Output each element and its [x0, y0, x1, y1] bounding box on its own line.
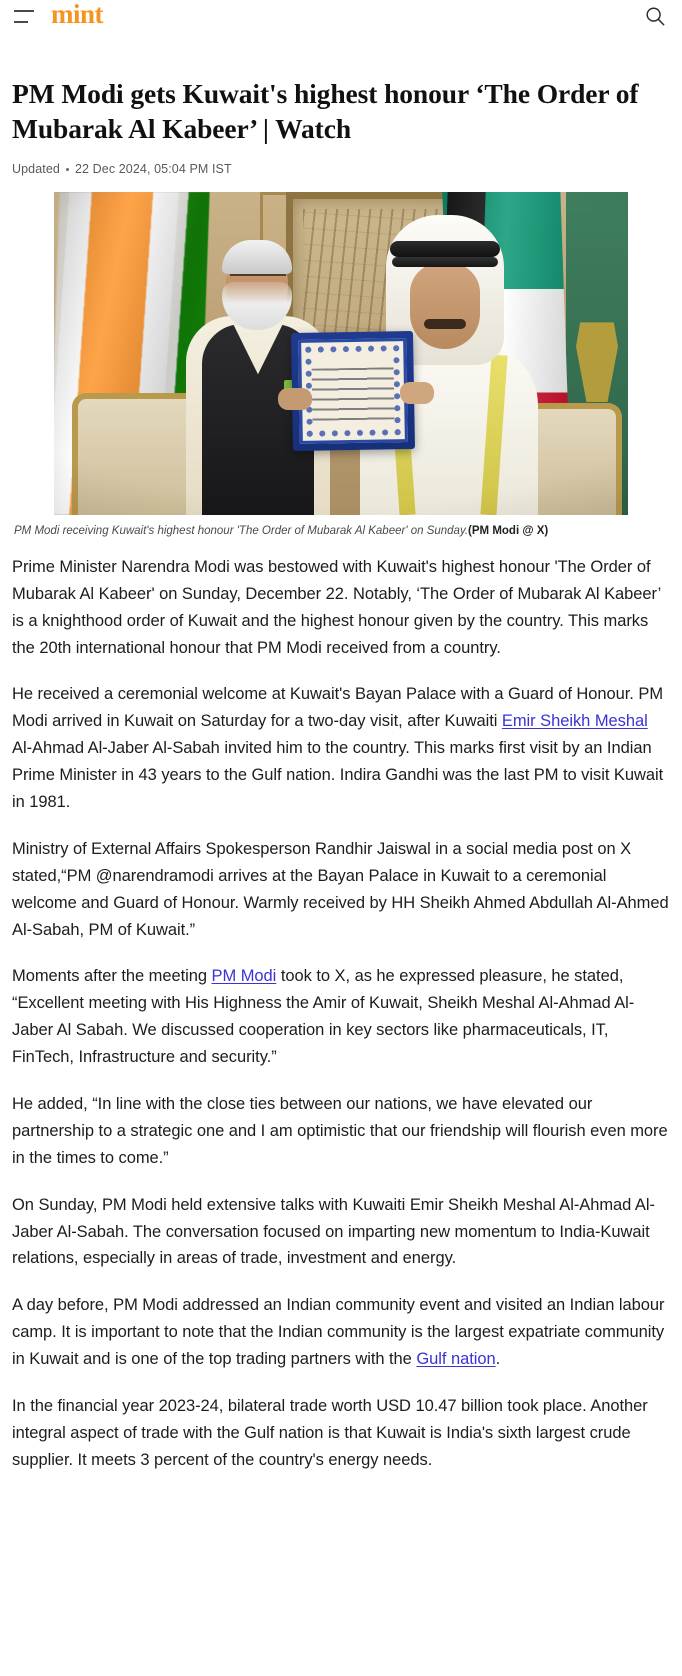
photo-emir-agal-lower — [392, 257, 498, 267]
photo-modi-hair — [222, 240, 292, 274]
hamburger-menu-icon[interactable] — [14, 9, 34, 23]
photo-award-text-lines — [312, 368, 395, 421]
article-paragraph — [12, 1393, 670, 1474]
article-text-run: took to X, as he expressed pleasure, he stated, “Excellent meeting with His Highness the Amir of Kuwait, Sheikh Meshal Al-Ahmad Al-Jaber Al Sabah. We discussed cooperation in key sectors like pharmaceuticals, IT, FinTech, Infrastructure and security.” — [12, 967, 635, 1067]
site-header — [0, 0, 682, 32]
photo-hand-modi — [278, 388, 312, 410]
page-title: PM Modi gets Kuwait's highest honour ‘The Order of Mubarak Al Kabeer’ | Watch — [12, 78, 639, 145]
article-paragraph — [12, 836, 670, 944]
meta-timestamp: 22 Dec 2024, 05:04 PM IST — [74, 162, 232, 177]
article-text-run: On Sunday, PM Modi held extensive talks with Kuwaiti Emir Sheikh Meshal Al-Ahmad Al-Jaber Al-Sabah. The conversation focused on imparting new momentum to India-Kuwait relations, especially in areas of trade, investment and energy. — [12, 1195, 655, 1268]
article-paragraph — [12, 681, 670, 815]
article-text-run: In the financial year 2023-24, bilateral trade worth USD 10.47 billion took place. Another integral aspect of trade with the Gulf nation is that Kuwait is India's sixth largest crude supplier. It meets 3 percent of the country's energy needs. — [12, 1397, 648, 1469]
hero-image — [54, 192, 628, 515]
search-icon[interactable] — [644, 5, 666, 27]
article-paragraph — [12, 1292, 670, 1373]
article-text-run: Al-Ahmad Al-Jaber Al-Sabah invited him to the country. This marks first visit by an Indian Prime Minister in 43 years to the Gulf nation. Indira Gandhi was the last PM to visit Kuwait in 1981. — [12, 739, 664, 812]
article-inline-link[interactable]: PM Modi — [211, 967, 277, 986]
article-text-run: He added, “In line with the close ties between our nations, we have elevated our partnership to a strategic one and I am optimistic that our friendship will flourish even more in the times to come.” — [12, 1095, 668, 1167]
article-text-run: He received a ceremonial welcome at Kuwait's Bayan Palace with a Guard of Honour. PM Modi arrived in Kuwait on Saturday for a two-day visit, after Kuwaiti — [12, 685, 664, 731]
photo-modi-glasses — [230, 274, 286, 285]
photo-emir-moustache — [424, 319, 466, 329]
article-container — [0, 76, 682, 1474]
article-text-run: . — [495, 1350, 501, 1369]
photo-emir-face — [410, 263, 480, 349]
meta-updated-label: Updated — [12, 162, 60, 177]
article-text-run: Prime Minister Narendra Modi was bestowed with Kuwait's highest honour 'The Order of Mubarak Al Kabeer' on Sunday, December 22. Notably, ‘The Order of Mubarak Al Kabeer’ is a knighthood order of Kuwait and the highest honour given by the country. This marks the 20th international honour that PM Modi received from a country. — [12, 557, 661, 657]
hero-figure — [12, 192, 670, 515]
article-body — [12, 554, 670, 1474]
article-inline-link[interactable]: Gulf nation — [416, 1350, 496, 1369]
article-paragraph — [12, 554, 670, 662]
meta-separator-dot — [66, 168, 69, 171]
photo-hand-emir — [400, 382, 434, 404]
article-meta — [12, 162, 670, 176]
article-paragraph — [12, 963, 670, 1071]
article-text-run: Moments after the meeting — [12, 967, 212, 986]
hero-caption — [12, 524, 670, 540]
article-text-run: A day before, PM Modi addressed an Indian community event and visited an Indian labour camp. It is important to note that the Indian community is the largest expatriate community in Kuwait and is one of the top trading partners with the — [12, 1296, 665, 1369]
article-text-run: Ministry of External Affairs Spokesperson Randhir Jaiswal in a social media post on X stated,“PM @narendramodi arrives at the Bayan Palace in Kuwait to a ceremonial welcome and Guard of Honour. Warmly received by HH Sheikh Ahmed Abdullah Al-Ahmed Al-Sabah, PM of Kuwait.” — [12, 839, 669, 939]
article-inline-link[interactable]: Emir Sheikh Meshal — [501, 712, 648, 731]
site-logo-mint[interactable]: mint — [51, 0, 103, 29]
article-paragraph — [12, 1192, 670, 1273]
hero-caption-credit: (PM Modi @ X) — [468, 525, 549, 538]
hero-caption-text: PM Modi receiving Kuwait's highest honour 'The Order of Mubarak Al Kabeer' on Sunday. — [14, 525, 469, 538]
photo-emir-agal-upper — [390, 241, 500, 257]
article-paragraph — [12, 1091, 670, 1172]
